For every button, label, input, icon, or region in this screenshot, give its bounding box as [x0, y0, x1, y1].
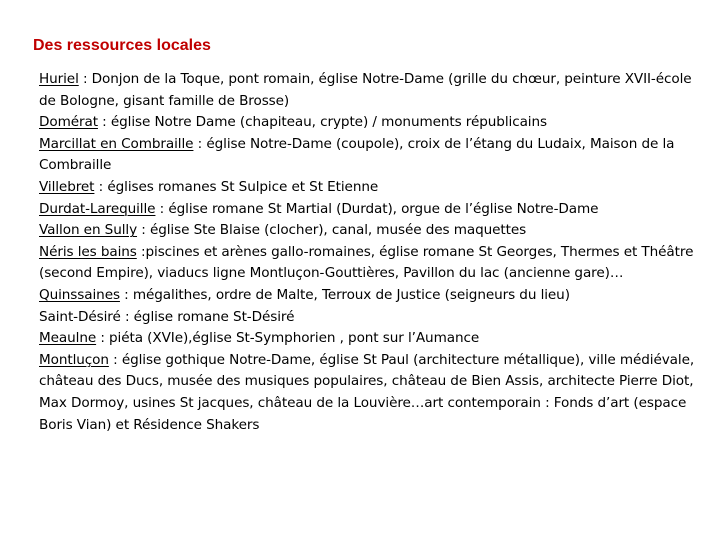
entry-marcillat [39, 134, 699, 177]
place-name: Meaulne [39, 330, 97, 347]
place-name: Villebret [39, 178, 95, 195]
place-name: Huriel [39, 71, 79, 87]
entry-vallon-en-sully [39, 220, 699, 242]
place-name: Néris les bains [39, 243, 137, 260]
entry-quinssaines [39, 285, 699, 307]
entry-domerat [39, 112, 699, 134]
entry-description: : église gothique Notre-Dame, église St Paul (architecture métallique), ville médiévale, château des Ducs, musée des musiques populaires, château de Bien Assis, architecte Pierre Diot, Max Dormoy, usines St jacques, château de la Louvière…art contemporain : Fonds d’art (espace Boris Vian) et Résidence Shakers [39, 351, 695, 433]
place-name: Marcillat en Combraille [39, 135, 194, 152]
entry-huriel [39, 69, 699, 112]
entry-description: : mégalithes, ordre de Malte, Terroux de Justice (seigneurs du lieu) [119, 286, 570, 303]
entry-montlucon [39, 350, 699, 436]
entry-durdat-larequille [39, 199, 699, 221]
entry-neris-les-bains [39, 242, 699, 285]
entry-description: : églises romanes St Sulpice et St Etienne [94, 178, 379, 195]
entry-saint-desire [39, 307, 699, 329]
place-name: Durdat-Larequille [39, 200, 156, 217]
entry-description: :piscines et arènes gallo-romaines, église romane St Georges, Thermes et Théâtre (second Empire), viaducs ligne Montluçon-Gouttières, Pavillon du lac (ancienne gare)… [39, 243, 694, 282]
slide-title: Des ressources locales [33, 37, 211, 54]
place-name: Quinssaines [39, 286, 120, 303]
entry-description: : Donjon de la Toque, pont romain, église Notre-Dame (grille du chœur, peinture XVII-école de Bologne, gisant famille de Brosse) [39, 71, 692, 109]
place-name: Domérat [39, 114, 98, 131]
place-name: Montluçon [39, 351, 109, 368]
entry-meaulne [39, 328, 699, 350]
resource-list [39, 69, 699, 436]
entry-villebret [39, 177, 699, 199]
entry-description: : église romane St Martial (Durdat), orgue de l’église Notre-Dame [155, 200, 599, 217]
entry-description: : piéta (XVIe),église St-Symphorien , pont sur l’Aumance [96, 330, 480, 347]
place-name: Vallon en Sully [39, 222, 138, 239]
entry-description: : église Notre-Dame (coupole), croix de l’étang du Ludaix, Maison de la Combraille [39, 135, 675, 174]
entry-description: : église Notre Dame (chapiteau, crypte) / monuments républicains [97, 114, 547, 131]
entry-description: Saint-Désiré : église romane St-Désiré [39, 308, 295, 325]
entry-description: : église Ste Blaise (clocher), canal, musée des maquettes [137, 222, 527, 239]
